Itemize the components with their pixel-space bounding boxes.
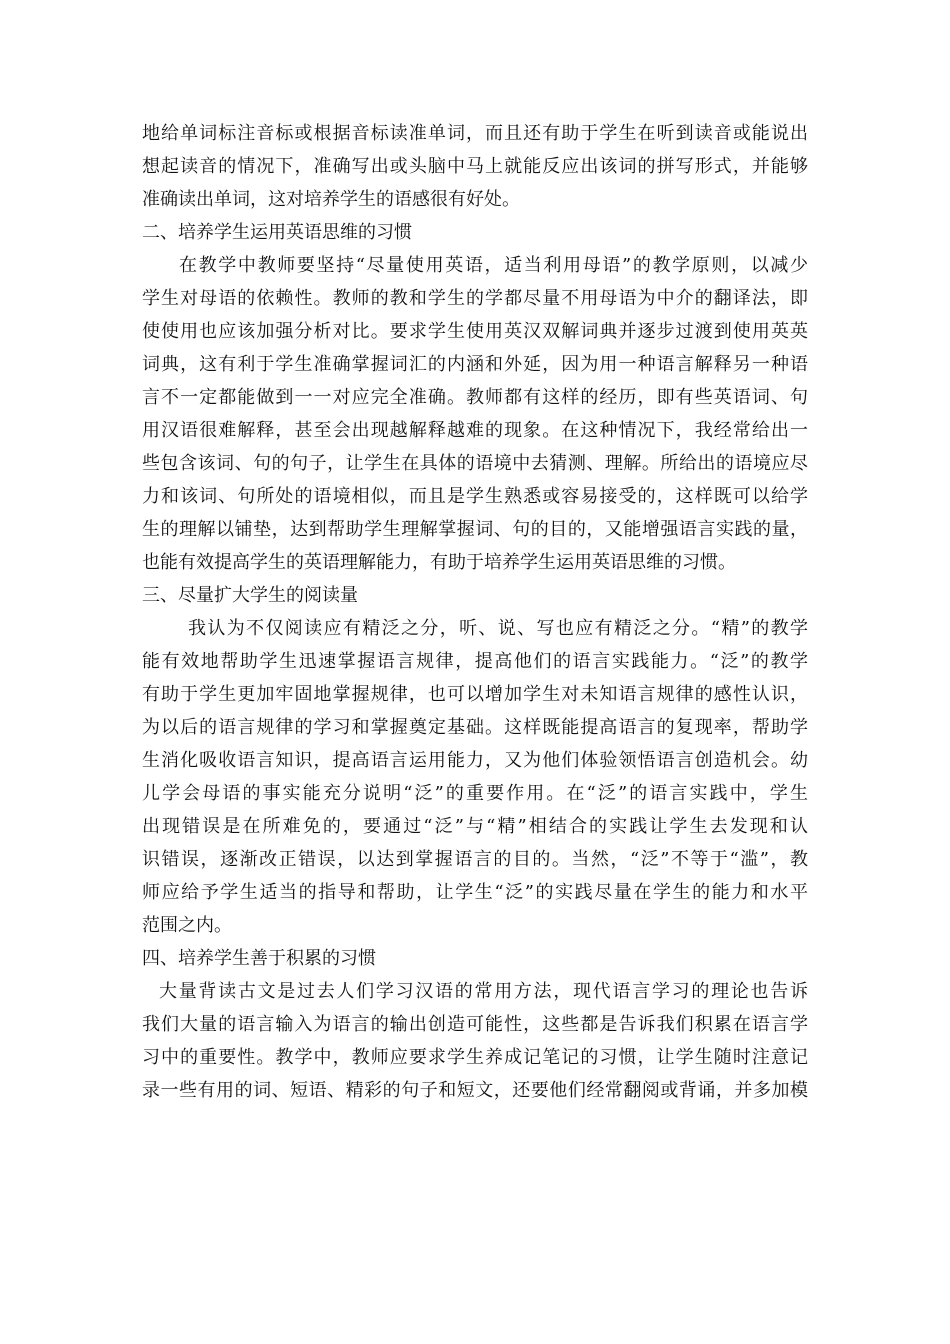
- paragraph-line: 生消化吸收语言知识，提高语言运用能力，又为他们体验领悟语言创造机会。幼: [142, 750, 808, 771]
- paragraph-line: 想起读音的情况下，准确写出或头脑中马上就能反应出该词的拼写形式，并能够: [142, 156, 808, 177]
- paragraph-line: 生的理解以铺垫，达到帮助学生理解掌握词、句的目的，又能增强语言实践的量，: [142, 519, 808, 540]
- section-2-paragraph: [142, 249, 808, 579]
- paragraph-line: 使使用也应该加强分析对比。要求学生使用英汉双解词典并逐步过渡到使用英英: [142, 321, 808, 342]
- paragraph-line: 用汉语很难解释，甚至会出现越解释越难的现象。在这种情况下，我经常给出一: [142, 420, 808, 441]
- paragraph-line: 范围之内。: [142, 915, 232, 936]
- section-heading-3: 三、尽量扩大学生的阅读量: [142, 585, 358, 606]
- paragraph-line: 儿学会母语的事实能充分说明“泛”的重要作用。在“泛”的语言实践中，学生: [142, 783, 808, 804]
- intro-paragraph: [142, 117, 808, 216]
- paragraph-line: 学生对母语的依赖性。教师的教和学生的学都尽量不用母语为中介的翻译法，即: [142, 288, 808, 309]
- section-heading-2: 二、培养学生运用英语思维的习惯: [142, 222, 412, 243]
- paragraph-line: 习中的重要性。教学中，教师应要求学生养成记笔记的习惯，让学生随时注意记: [142, 1047, 808, 1068]
- paragraph-line: 识错误，逐渐改正错误，以达到掌握语言的目的。当然，“泛”不等于“滥”，教: [142, 849, 808, 870]
- paragraph-line: 师应给予学生适当的指导和帮助，让学生“泛”的实践尽量在学生的能力和水平: [142, 882, 808, 903]
- section-3-paragraph: [142, 612, 808, 942]
- paragraph-line: 准确读出单词，这对培养学生的语感很有好处。: [142, 189, 520, 210]
- paragraph-line: 些包含该词、句的句子，让学生在具体的语境中去猜测、理解。所给出的语境应尽: [142, 453, 808, 474]
- section-heading-4: 四、培养学生善于积累的习惯: [142, 948, 376, 969]
- paragraph-line: 词典，这有利于学生准确掌握词汇的内涵和外延，因为用一种语言解释另一种语: [142, 354, 808, 375]
- paragraph-line: 大量背读古文是过去人们学习汉语的常用方法，现代语言学习的理论也告诉: [159, 981, 808, 1002]
- paragraph-line: 在教学中教师要坚持“尽量使用英语，适当利用母语”的教学原则，以减少: [179, 255, 808, 276]
- section-4-paragraph: [142, 975, 808, 1107]
- paragraph-line: 为以后的语言规律的学习和掌握奠定基础。这样既能提高语言的复现率，帮助学: [142, 717, 808, 738]
- paragraph-line: 言不一定都能做到一一对应完全准确。教师都有这样的经历，即有些英语词、句: [142, 387, 808, 408]
- paragraph-line: 我们大量的语言输入为语言的输出创造可能性，这些都是告诉我们积累在语言学: [142, 1014, 808, 1035]
- paragraph-line: 有助于学生更加牢固地掌握规律，也可以增加学生对未知语言规律的感性认识，: [142, 684, 808, 705]
- paragraph-line: 出现错误是在所难免的，要通过“泛”与“精”相结合的实践让学生去发现和认: [142, 816, 808, 837]
- paragraph-line: 我认为不仅阅读应有精泛之分，听、说、写也应有精泛之分。“精”的教学: [188, 618, 808, 639]
- document-body: [142, 117, 808, 1107]
- paragraph-line: 也能有效提高学生的英语理解能力，有助于培养学生运用英语思维的习惯。: [142, 552, 736, 573]
- paragraph-line: 地给单词标注音标或根据音标读准单词，而且还有助于学生在听到读音或能说出: [142, 123, 808, 144]
- paragraph-line: 能有效地帮助学生迅速掌握语言规律，提高他们的语言实践能力。“泛”的教学: [142, 651, 808, 672]
- paragraph-line: 录一些有用的词、短语、精彩的句子和短文，还要他们经常翻阅或背诵，并多加模: [142, 1080, 808, 1101]
- paragraph-line: 力和该词、句所处的语境相似，而且是学生熟悉或容易接受的，这样既可以给学: [142, 486, 808, 507]
